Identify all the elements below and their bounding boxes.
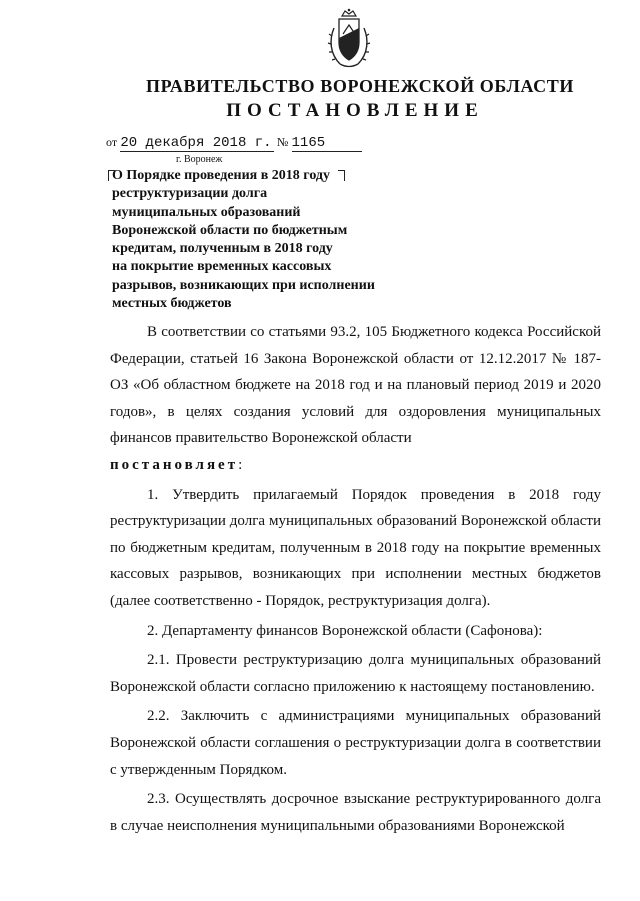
- document-number: 1165: [292, 135, 362, 152]
- date-value: 20 декабря 2018 г.: [120, 135, 272, 151]
- title-line: О Порядке проведения в 2018 году: [112, 168, 330, 183]
- title-line: муниципальных образований: [112, 204, 301, 220]
- number-prefix: №: [276, 135, 289, 149]
- paragraph-2-1: 2.1. Провести реструктуризацию долга муниципальных образований Воронежской области согласно приложению к настоящему постановлению.: [110, 652, 601, 695]
- title-line: кредитам, полученным в 2018 году: [112, 241, 333, 257]
- date-prefix: от: [106, 135, 118, 149]
- coat-of-arms-icon: [326, 8, 372, 70]
- resolves-line: [110, 452, 601, 479]
- paragraph-2: 2. Департаменту финансов Воронежской области (Сафонова):: [147, 622, 543, 639]
- title-line: местных бюджетов: [112, 296, 232, 312]
- paragraph-2-3: 2.3. Осуществлять досрочное взыскание реструктурированного долга в случае неисполнения муниципальными образованиями Воронежской: [110, 791, 601, 834]
- date-number-line: [106, 134, 362, 152]
- title-line: реструктуризации долга: [112, 186, 268, 202]
- document-body: [110, 319, 601, 842]
- paragraph-2-2: 2.2. Заключить с администрациями муниципальных образований Воронежской области соглашения о реструктуризации долга в соответствии с утвержденным Порядком.: [110, 708, 601, 778]
- document-type: ПОСТАНОВЛЕНИЕ: [226, 100, 484, 121]
- resolves-word: постановляет: [110, 456, 239, 473]
- preamble-paragraph: В соответствии со статьями 93.2, 105 Бюджетного кодекса Российской Федерации, статьей 16 Закона Воронежской области от 12.12.2017 № 187-ОЗ «Об областном бюджете на 2018 год и на плановый период 2019 и 2020 годов», в целях создания условий для оздоровления муниципальных финансов правительство Воронежской области: [110, 324, 601, 447]
- title-line: разрывов, возникающих при исполнении: [112, 277, 375, 293]
- org-name: ПРАВИТЕЛЬСТВО ВОРОНЕЖСКОЙ ОБЛАСТИ: [146, 76, 574, 96]
- title-line: на покрытие временных кассовых: [112, 259, 332, 275]
- title-line: Воронежской области по бюджетным: [112, 222, 348, 238]
- paragraph-1: 1. Утвердить прилагаемый Порядок проведения в 2018 году реструктуризации долга муниципальных образований Воронежской области по бюджетным кредитам, полученным в 2018 году на покрытие временных кассовых разрывов, возникающих при исполнении местных бюджетов (далее соответственно - Порядок, реструктуризация долга).: [110, 486, 601, 609]
- city: г. Воронеж: [176, 154, 223, 165]
- document-title: [112, 167, 375, 313]
- resolves-colon: :: [238, 456, 243, 473]
